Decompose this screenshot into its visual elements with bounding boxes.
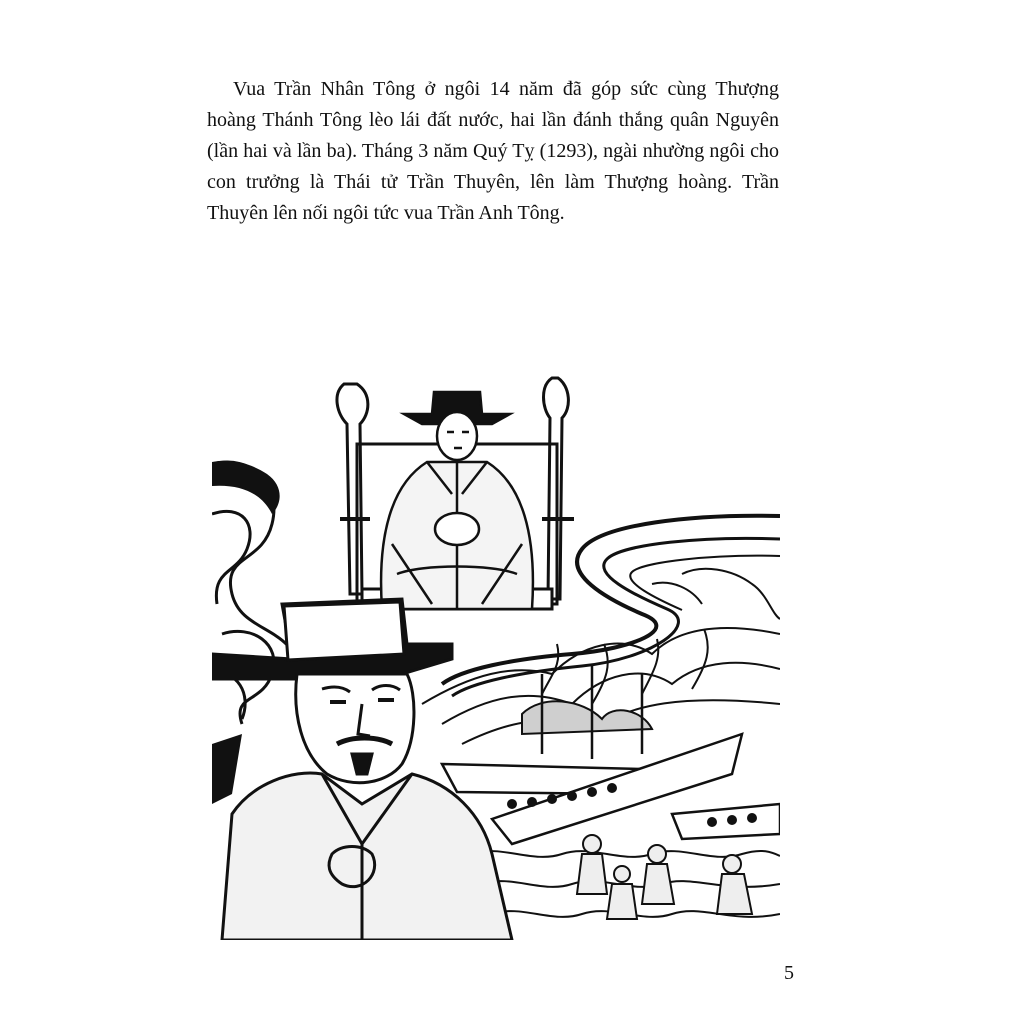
body-text-block (207, 74, 779, 229)
smoke-swirls (212, 462, 302, 724)
body-paragraph: Vua Trần Nhân Tông ở ngôi 14 năm đã góp sức cùng Thượng hoàng Thánh Tông lèo lái đất nước, hai lần đánh thắng quân Nguyên (lần hai và lần ba). Tháng 3 năm Quý Tỵ (1293), ngài nhường ngôi cho con trưởng là Thái tử Trần Thuyên, lên làm Thượng hoàng. Trần Thuyên lên nối ngôi tức vua Trần Anh Tông. (207, 78, 779, 224)
soldiers (577, 835, 752, 919)
page-number: 5 (784, 962, 794, 984)
dark-cloud (212, 461, 280, 514)
left-border-pattern (212, 734, 242, 804)
seated-emperor (381, 392, 533, 609)
historical-illustration (212, 374, 780, 940)
war-ships (442, 664, 780, 844)
